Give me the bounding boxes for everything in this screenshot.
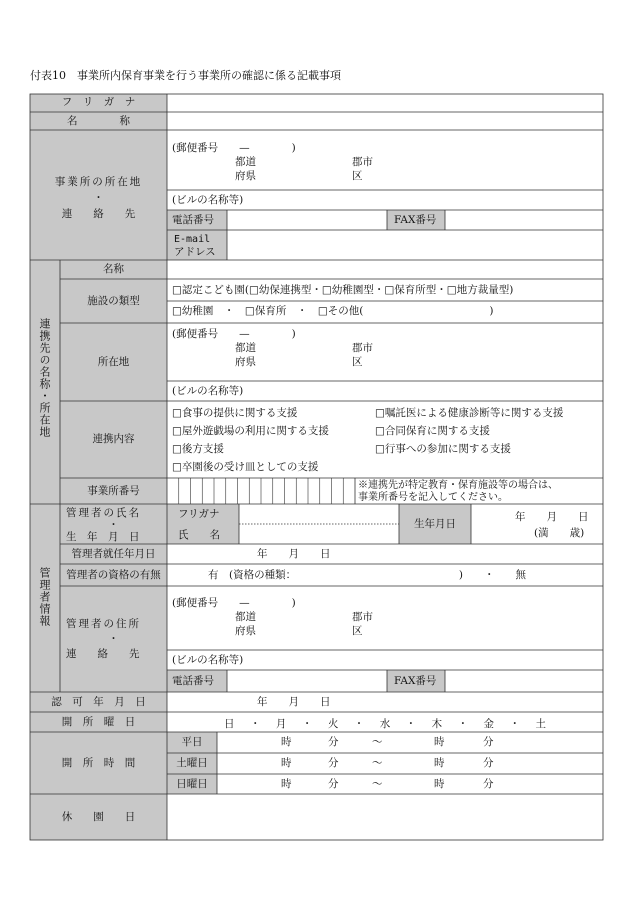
partner-gunshi: 郡市 (352, 342, 373, 354)
weekday-list (224, 716, 546, 731)
postal-code-label: (郵便番号 — ) (172, 142, 296, 154)
facility-type-label: 施設の類型 (87, 295, 140, 307)
partner-content-label: 連携内容 (92, 433, 135, 445)
manager-birthdate-label: 生年月日 (414, 518, 456, 530)
content-events: □行事への参加に関する支援 (375, 443, 511, 455)
content-health: □嘱託医による健康診断等に関する支援 (375, 407, 564, 419)
partner-section-title: 連携先の名称・所在地 (38, 318, 51, 438)
tel-label: 電話番号 (172, 214, 214, 226)
open-days-label: 開 所 曜 日 (61, 716, 136, 728)
manager-appointed-label: 管理者就任年月日 (71, 548, 156, 560)
hours-saturday-label: 土曜日 (176, 757, 208, 769)
manager-qualification-label: 管理者の資格の有無 (66, 569, 161, 581)
office-location-label: 事業所の所在地 (54, 176, 143, 188)
approval-date-ymd: 年 月 日 (257, 696, 331, 708)
manager-fax-label: FAX番号 (394, 675, 437, 687)
hours-sunday-wave: ～ (372, 778, 383, 790)
name-label: 名 称 (67, 115, 130, 127)
hours-sunday-end-fun: 分 (483, 778, 494, 790)
manager-todofuken: 都道 (235, 611, 256, 623)
email-label: E-mail (174, 234, 211, 245)
content-meal: □食事の提供に関する支援 (172, 407, 298, 419)
manager-age: (満 歳) (534, 527, 585, 539)
manager-contact-label: 連 絡 先 (66, 648, 140, 660)
weekday-item: 水 (379, 718, 391, 730)
manager-ku: 区 (352, 625, 363, 637)
content-backup: □後方支援 (172, 443, 224, 455)
manager-gunshi: 郡市 (352, 611, 373, 623)
weekday-item: ・ (249, 718, 261, 730)
manager-building-label: (ビルの名称等) (172, 654, 244, 666)
hours-weekday-start-ji: 時 (281, 736, 292, 748)
weekday-item: 土 (535, 718, 546, 730)
hours-sunday-start-ji: 時 (281, 778, 292, 790)
weekday-item: ・ (405, 718, 417, 730)
partner-todofuken: 都道 (235, 342, 256, 354)
gunshi-label: 郡市 (352, 156, 373, 168)
manager-furigana-label: フリガナ (178, 508, 220, 520)
weekday-item: 木 (431, 718, 443, 730)
manager-name-label: 管理者の氏名 (66, 507, 141, 519)
manager-tel-label: 電話番号 (172, 675, 214, 687)
approval-date-label: 認 可 年 月 日 (51, 696, 146, 708)
partner-name-label: 名称 (103, 263, 124, 275)
weekday-item: ・ (509, 718, 520, 730)
hours-saturday-start-ji: 時 (281, 757, 292, 769)
weekday-item: 金 (483, 718, 495, 730)
manager-address-label: 管理者の住所 (66, 618, 141, 630)
office-number-label: 事業所番号 (87, 485, 140, 497)
hours-sunday-end-ji: 時 (434, 778, 445, 790)
todofuken-label: 都道 (235, 156, 256, 168)
form-title: 付表10 事業所内保育事業を行う事業所の確認に係る記載事項 (30, 69, 341, 82)
weekday-item: 日 (224, 718, 235, 730)
partner-building-label: (ビルの名称等) (172, 385, 244, 397)
hours-weekday-start-fun: 分 (328, 736, 339, 748)
manager-address-dot: ・ (108, 633, 119, 645)
manager-postal-label: (郵便番号 — ) (172, 597, 296, 609)
building-label: (ビルの名称等) (172, 194, 244, 206)
weekday-item: ・ (353, 718, 365, 730)
manager-appointed-ymd: 年 月 日 (257, 548, 331, 560)
facility-type-line1: □認定こども園(□幼保連携型・□幼稚園型・□保育所型・□地方裁量型) (172, 284, 514, 296)
fax-label: FAX番号 (394, 214, 437, 226)
office-number-note-1: ※連携先が特定教育・保育施設等の場合は、 (358, 480, 558, 491)
partner-todofuken-2: 府県 (235, 356, 256, 368)
hours-sunday-label: 日曜日 (176, 778, 208, 790)
manager-todofuken-2: 府県 (235, 625, 256, 637)
partner-ku: 区 (352, 356, 363, 368)
hours-saturday-end-fun: 分 (483, 757, 494, 769)
open-hours-label: 開 所 時 間 (61, 757, 136, 769)
content-joint: □合同保育に関する支援 (375, 425, 490, 437)
hours-saturday-end-ji: 時 (434, 757, 445, 769)
manager-birth-ymd: 年 月 日 (515, 511, 589, 523)
address-label: アドレス (174, 246, 216, 258)
content-after: □卒園後の受け皿としての支援 (172, 461, 319, 473)
weekday-item: ・ (301, 718, 313, 730)
partner-postal-label: (郵便番号 — ) (172, 328, 296, 340)
ku-label: 区 (352, 170, 363, 182)
weekday-item: ・ (457, 718, 469, 730)
holiday-label: 休 園 日 (61, 811, 136, 823)
hours-sunday-start-fun: 分 (328, 778, 339, 790)
office-number-note-2: 事業所番号を記入してください。 (358, 492, 508, 503)
manager-shimei-label: 氏 名 (178, 529, 220, 541)
todofuken-label-2: 府県 (235, 170, 256, 182)
manager-dot: ・ (108, 519, 119, 531)
hours-saturday-start-fun: 分 (328, 757, 339, 769)
facility-type-line2: □幼稚園 ・ □保育所 ・ □その他( ) (172, 305, 494, 317)
furigana-label: フ リ ガ ナ (61, 96, 136, 108)
contact-label: 連 絡 先 (61, 208, 136, 220)
partner-location-label: 所在地 (97, 356, 130, 368)
hours-weekday-end-ji: 時 (434, 736, 445, 748)
hours-weekday-end-fun: 分 (483, 736, 494, 748)
manager-birth-label: 生 年 月 日 (66, 531, 140, 543)
hours-weekday-wave: ～ (372, 736, 383, 748)
manager-section-title: 管理者情報 (38, 567, 51, 627)
dot: ・ (93, 192, 104, 204)
hours-weekday-label: 平日 (181, 736, 203, 748)
hours-saturday-wave: ～ (372, 757, 383, 769)
manager-qualification-value: 有 (資格の種類： ) ・ 無 (208, 569, 526, 581)
content-outdoor: □屋外遊戯場の利用に関する支援 (172, 425, 329, 437)
weekday-item: 月 (275, 718, 287, 730)
weekday-item: 火 (327, 718, 339, 730)
